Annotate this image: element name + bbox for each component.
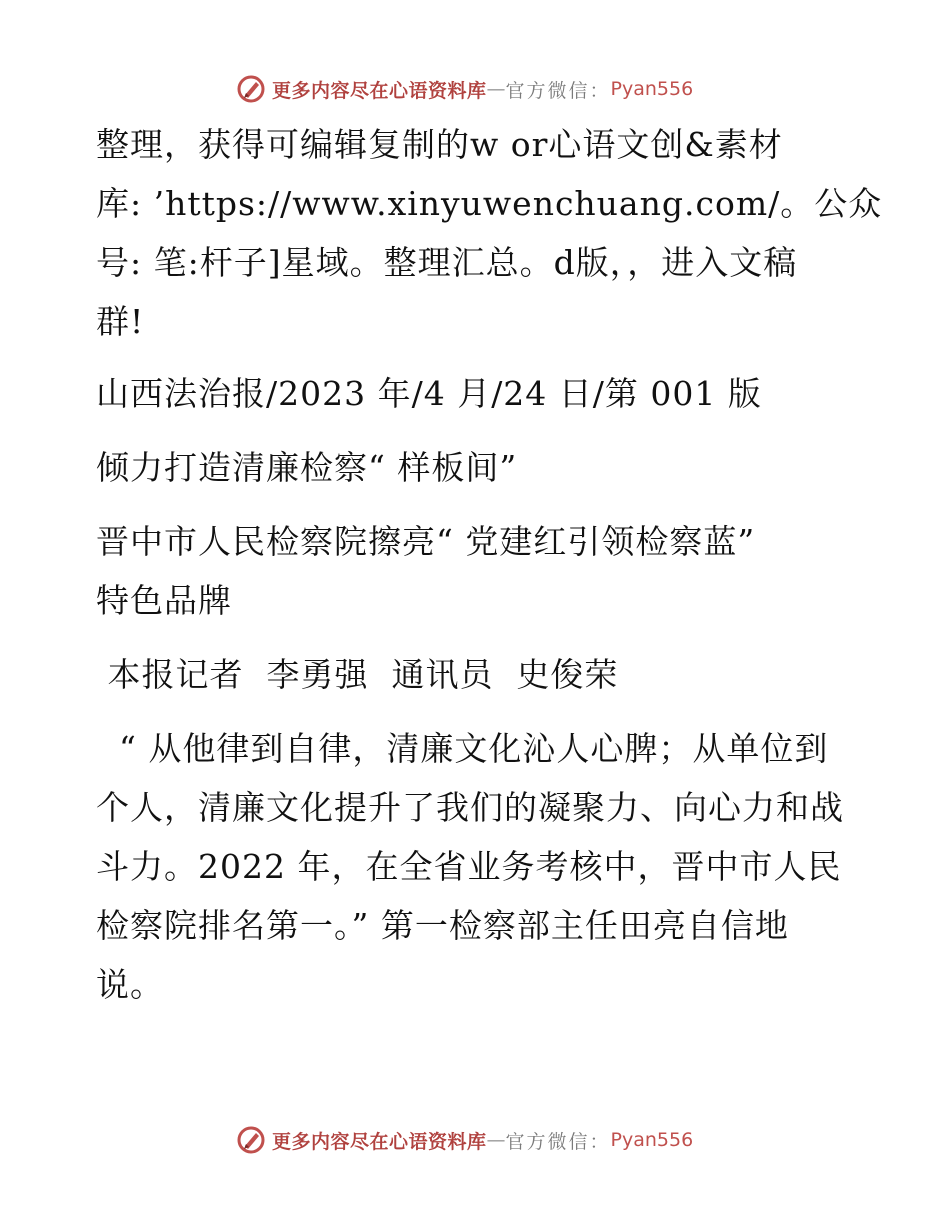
pen-logo-icon: [236, 1125, 266, 1155]
article-subheadline-line-2: 特色品牌: [96, 581, 232, 620]
intro-line-4: 群!: [96, 302, 145, 341]
banner-dash: —: [486, 78, 506, 100]
body-line-4: 检察院排名第一。” 第一检察部主任田亮自信地: [96, 906, 789, 945]
banner-wechat-id: Pyan556: [610, 1129, 694, 1151]
banner-wechat-id: Pyan556: [610, 78, 694, 100]
banner-wechat-label: 官方微信：: [505, 79, 611, 102]
pen-logo-icon: [236, 74, 266, 104]
article-headline: 倾力打造清廉检察“ 样板间”: [96, 448, 518, 487]
source-line: 山西法治报/2023 年/4 月/24 日/第 001 版: [96, 374, 762, 413]
body-line-3: 斗力。2022 年，在全省业务考核中，晋中市人民: [96, 847, 842, 886]
article-byline: 本报记者 李勇强 通讯员 史俊荣: [96, 655, 619, 694]
banner-dash: —: [486, 1129, 506, 1151]
body-line-2: 个人，清廉文化提升了我们的凝聚力、向心力和战: [96, 788, 844, 827]
header-watermark: [236, 72, 716, 106]
body-line-1: “ 从他律到自律，清廉文化沁人心脾；从单位到: [96, 729, 829, 768]
banner-main-text: 更多内容尽在心语资料库: [272, 1130, 487, 1153]
article-subheadline-line-1: 晋中市人民检察院擦亮“ 党建红引领检察蓝”: [96, 522, 756, 561]
intro-line-1: 整理，获得可编辑复制的w or心语文创&素材: [96, 125, 783, 164]
banner-main-text: 更多内容尽在心语资料库: [272, 79, 487, 102]
body-line-5: 说。: [96, 965, 164, 1004]
footer-watermark: [236, 1123, 716, 1157]
intro-line-3: 号: 笔:杆子]星域。整理汇总。d版，，进入文稿: [96, 243, 798, 282]
banner-wechat-label: 官方微信：: [505, 1130, 611, 1153]
intro-line-2: 库: ’https://www.xinyuwenchuang.com/。公众: [96, 184, 883, 223]
